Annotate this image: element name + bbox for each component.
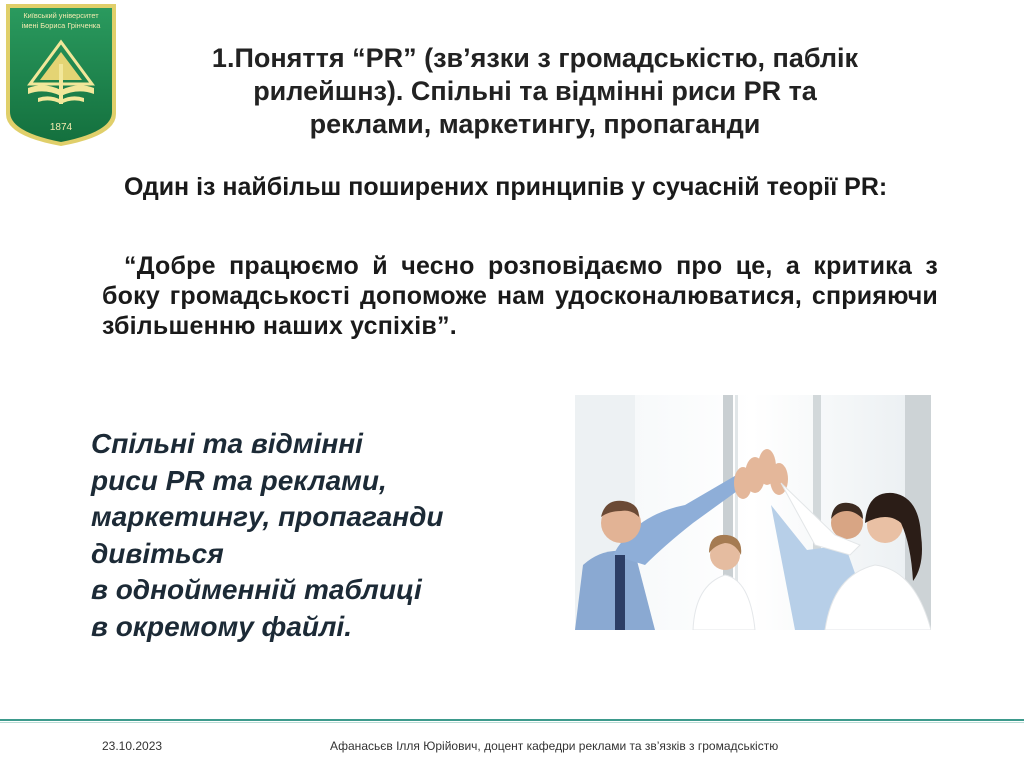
note-line: риси PR та реклами, bbox=[91, 464, 387, 496]
team-high-five-photo bbox=[575, 395, 931, 630]
note-line: в окремому файлі. bbox=[91, 610, 352, 642]
note-line: маркетингу, пропаганди bbox=[91, 501, 444, 532]
title-line: 1.Поняття “PR” (зв’язки з громадськістю, паблік bbox=[211, 43, 859, 73]
logo-text-line1: Київський університет bbox=[23, 11, 99, 20]
title-line: реклами, маркетингу, пропаганди bbox=[309, 109, 761, 139]
note-line: дивіться bbox=[91, 537, 224, 569]
principle-quote: “Добре працюємо й чесно розповідаємо про це, а критика з боку громадськості допоможе нам удосконалюватися, сприяючи збільшенню наших успіхів”. bbox=[102, 252, 938, 340]
slide-title bbox=[125, 42, 945, 141]
note-line: в однойменній таблиці bbox=[91, 574, 422, 605]
footer-divider bbox=[0, 719, 1024, 721]
footer-date: 23.10.2023 bbox=[102, 739, 163, 753]
principle-intro: Один із найбільш поширених принципів у сучасній теорії PR: bbox=[124, 173, 888, 201]
note-line: Спільні та відмінні bbox=[91, 428, 363, 459]
footer-author: Афанасьєв Ілля Юрійович, доцент кафедри реклами та зв’язків з громадськістю bbox=[330, 739, 779, 753]
footer-divider-shadow bbox=[0, 722, 1024, 723]
logo-year: 1874 bbox=[49, 122, 73, 133]
table-reference-note bbox=[91, 426, 531, 645]
title-line: рилейшнз). Спільні та відмінні риси PR та bbox=[253, 76, 817, 106]
university-logo bbox=[4, 2, 118, 148]
logo-text-line2: імені Бориса Грінченка bbox=[21, 21, 101, 30]
